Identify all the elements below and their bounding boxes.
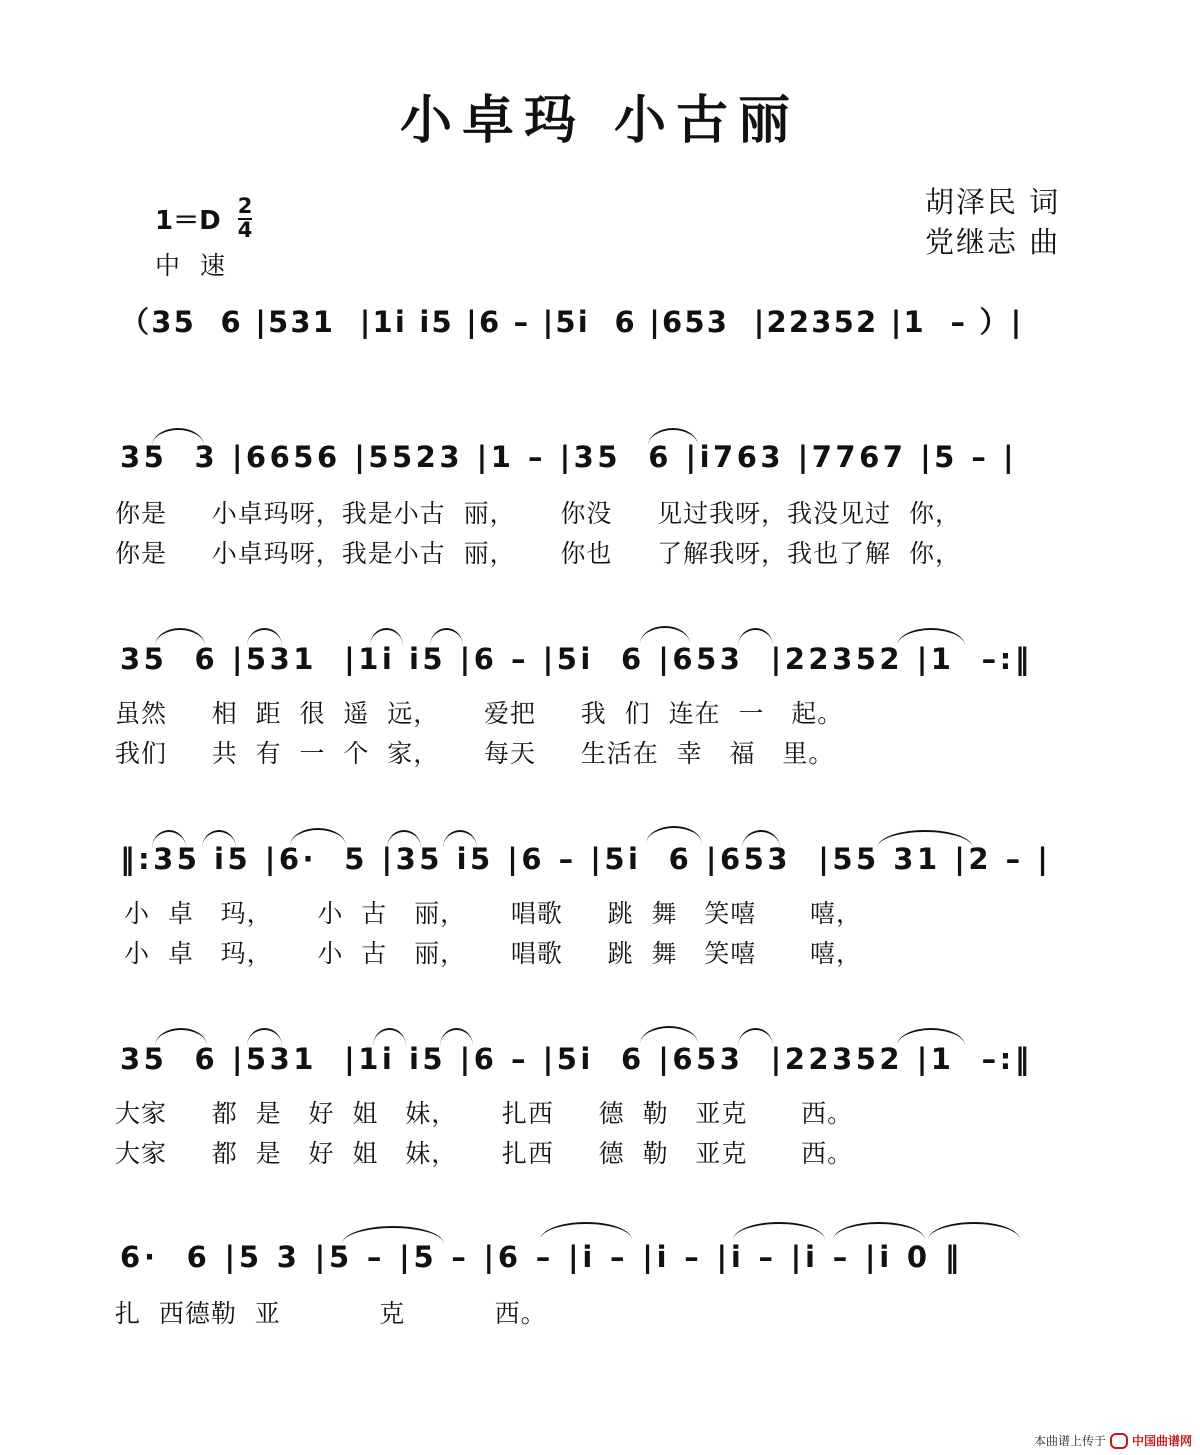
- score-line-ending: [0, 1240, 1200, 1280]
- score-line-intro: [0, 300, 1200, 340]
- key-signature: [155, 196, 252, 241]
- score-line-3: [0, 842, 1200, 882]
- notation-row: 35 6 |531 |1i i5 |6 – |5i 6 |653 |22352 |1 –:‖: [120, 1042, 1033, 1076]
- watermark-text: 本曲谱上传于: [1033, 1433, 1106, 1448]
- tempo-marking: 中 速: [155, 251, 231, 280]
- notation-row: ‖:35 i5 |6· 5 |35 i5 |6 – |5i 6 |653 |55 31 |2 – |: [120, 842, 1052, 876]
- lyric-verse-1: 虽然 相 距 很 遥 远， 爱把 我 们 连在 一 起。: [115, 699, 844, 728]
- lyric-verse-1: 小 卓 玛， 小 古 丽， 唱歌 跳 舞 笑嘻 嘻，: [115, 899, 863, 928]
- lyric-verse-1: 大家 都 是 好 姐 妹， 扎西 德 勒 亚克 西。: [115, 1099, 854, 1128]
- lyric-verse-2: 你是 小卓玛呀，我是小古 丽， 你也 了解我呀，我也了解 你，: [115, 539, 961, 568]
- song-title: 小卓玛 小古丽: [399, 91, 801, 151]
- logo-icon: [1110, 1433, 1128, 1449]
- lyric-verse-1: 你是 小卓玛呀，我是小古 丽， 你没 见过我呀，我没见过 你，: [115, 499, 961, 528]
- slur-mark: [540, 1222, 632, 1240]
- notation-row: 35 6 |531 |1i i5 |6 – |5i 6 |653 |22352 |1 –:‖: [120, 642, 1033, 676]
- score-line-4: [0, 1042, 1200, 1082]
- score-line-1: [0, 440, 1200, 480]
- time-signature: [238, 196, 253, 241]
- watermark-brand: 中国曲谱网: [1131, 1433, 1192, 1448]
- notation-row: （35 6 |531 |1i i5 |6 – |5i 6 |653 |22352 |1 – ）|: [120, 305, 1024, 339]
- lyricist-credit: 胡泽民 词: [925, 185, 1061, 219]
- time-signature-top: 2: [237, 194, 253, 218]
- lyric-coda: 扎 西德勒 亚 克 西。: [115, 1299, 547, 1328]
- time-signature-bottom: 4: [237, 218, 253, 242]
- key-text: 1＝D: [155, 206, 221, 236]
- lyric-verse-2: 我们 共 有 一 个 家， 每天 生活在 幸 福 里。: [115, 739, 835, 768]
- lyric-verse-2: 大家 都 是 好 姐 妹， 扎西 德 勒 亚克 西。: [115, 1139, 854, 1168]
- site-watermark: [1034, 1432, 1192, 1450]
- slur-mark: [833, 1222, 925, 1240]
- slur-mark: [928, 1222, 1020, 1240]
- notation-row: 6· 6 |5 3 |5 – |5 – |6 – |i – |i – |i – |i – |i 0 ‖: [120, 1240, 964, 1274]
- composer-credit: 党继志 曲: [925, 225, 1061, 259]
- score-line-2: [0, 642, 1200, 682]
- lyric-verse-2: 小 卓 玛， 小 古 丽， 唱歌 跳 舞 笑嘻 嘻，: [115, 939, 863, 968]
- slur-mark: [733, 1222, 825, 1240]
- notation-row: 35 3 |6656 |5523 |1 – |35 6 |i763 |7767 |5 – |: [120, 440, 1018, 474]
